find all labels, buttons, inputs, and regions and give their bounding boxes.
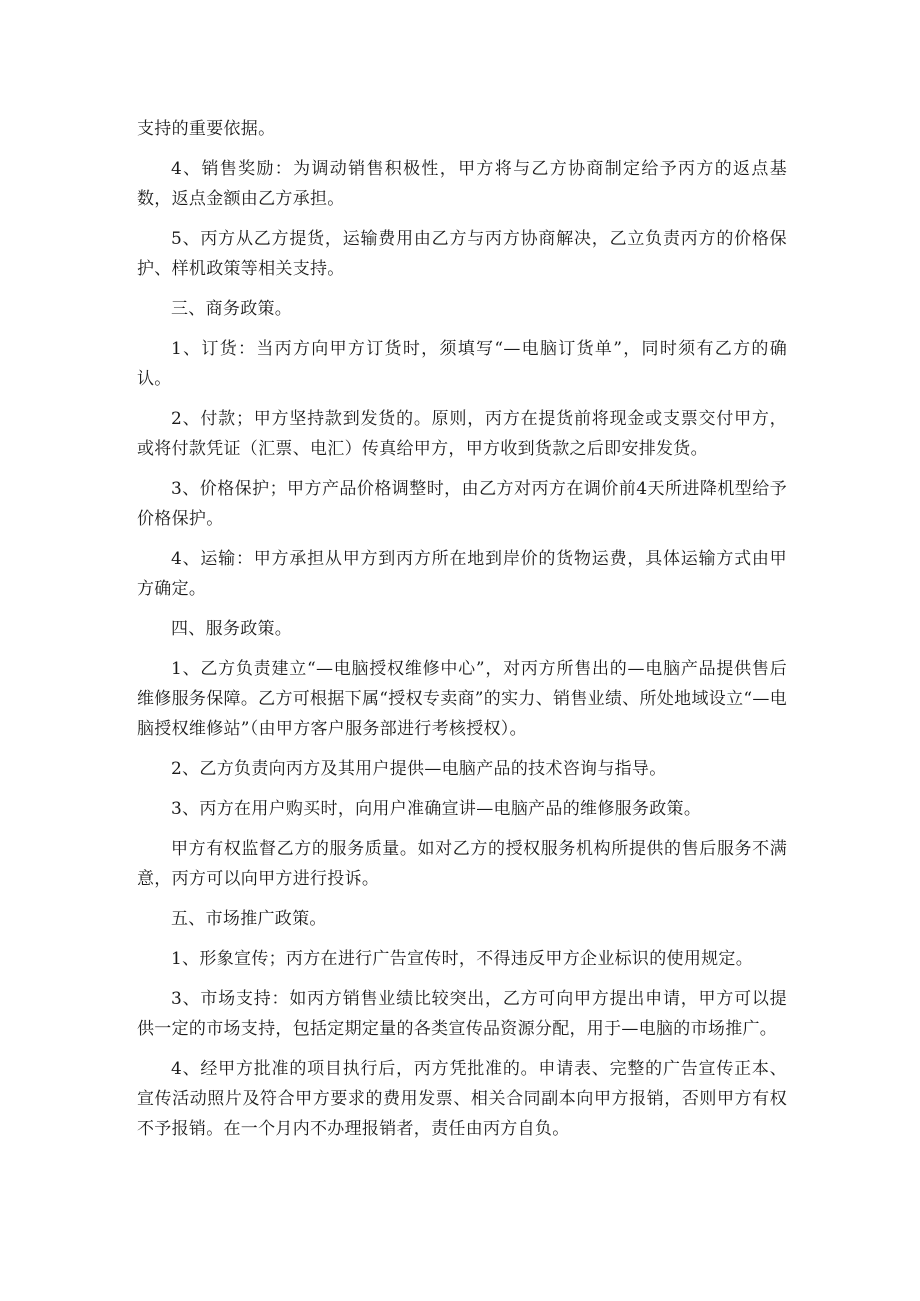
paragraph: 5、丙方从乙方提货，运输费用由乙方与丙方协商解决，乙立负责丙方的价格保护、样机政策等相关支持。: [137, 229, 787, 279]
section-heading: 五、市场推广政策。: [171, 909, 327, 929]
paragraph: 3、市场支持：如丙方销售业绩比较突出，乙方可向甲方提出申请，甲方可以提供一定的市场支持，包括定期定量的各类宣传品资源分配，用于—电脑的市场推广。: [137, 989, 787, 1039]
document-body: [137, 114, 787, 1154]
paragraph: 4、销售奖励：为调动销售积极性，甲方将与乙方协商制定给予丙方的返点基数，返点金额由乙方承担。: [137, 159, 787, 209]
paragraph: 甲方有权监督乙方的服务质量。如对乙方的授权服务机构所提供的售后服务不满意，丙方可以向甲方进行投诉。: [137, 839, 787, 889]
paragraph: 2、付款；甲方坚持款到发货的。原则，丙方在提货前将现金或支票交付甲方，或将付款凭证（汇票、电汇）传真给甲方，甲方收到货款之后即安排发货。: [137, 409, 787, 459]
paragraph: 4、经甲方批准的项目执行后，丙方凭批准的。申请表、完整的广告宣传正本、宣传活动照片及符合甲方要求的费用发票、相关合同副本向甲方报销，否则甲方有权不予报销。在一个月内不办理报销者，责任由丙方自负。: [137, 1059, 787, 1139]
paragraph: 3、丙方在用户购买时，向用户准确宣讲—电脑产品的维修服务政策。: [171, 799, 702, 819]
paragraph: 支持的重要依据。: [137, 119, 276, 139]
paragraph: 2、乙方负责向丙方及其用户提供—电脑产品的技术咨询与指导。: [171, 759, 667, 779]
section-heading: 四、服务政策。: [171, 619, 293, 639]
paragraph: 4、运输：甲方承担从甲方到丙方所在地到岸价的货物运费，具体运输方式由甲方确定。: [137, 549, 787, 599]
paragraph: 3、价格保护；甲方产品价格调整时，由乙方对丙方在调价前4天所进降机型给予价格保护。: [137, 479, 787, 529]
paragraph: 1、形象宣传；丙方在进行广告宣传时，不得违反甲方企业标识的使用规定。: [171, 949, 754, 969]
paragraph: 1、乙方负责建立“—电脑授权维修中心”，对丙方所售出的—电脑产品提供售后维修服务保障。乙方可根据下属“授权专卖商”的实力、销售业绩、所处地域设立“—电脑授权维修站”（由甲方客户服务部进行考核授权）。: [137, 659, 787, 739]
paragraph: 1、订货：当丙方向甲方订货时，须填写“—电脑订货单”，同时须有乙方的确认。: [137, 339, 787, 389]
section-heading: 三、商务政策。: [171, 299, 293, 319]
